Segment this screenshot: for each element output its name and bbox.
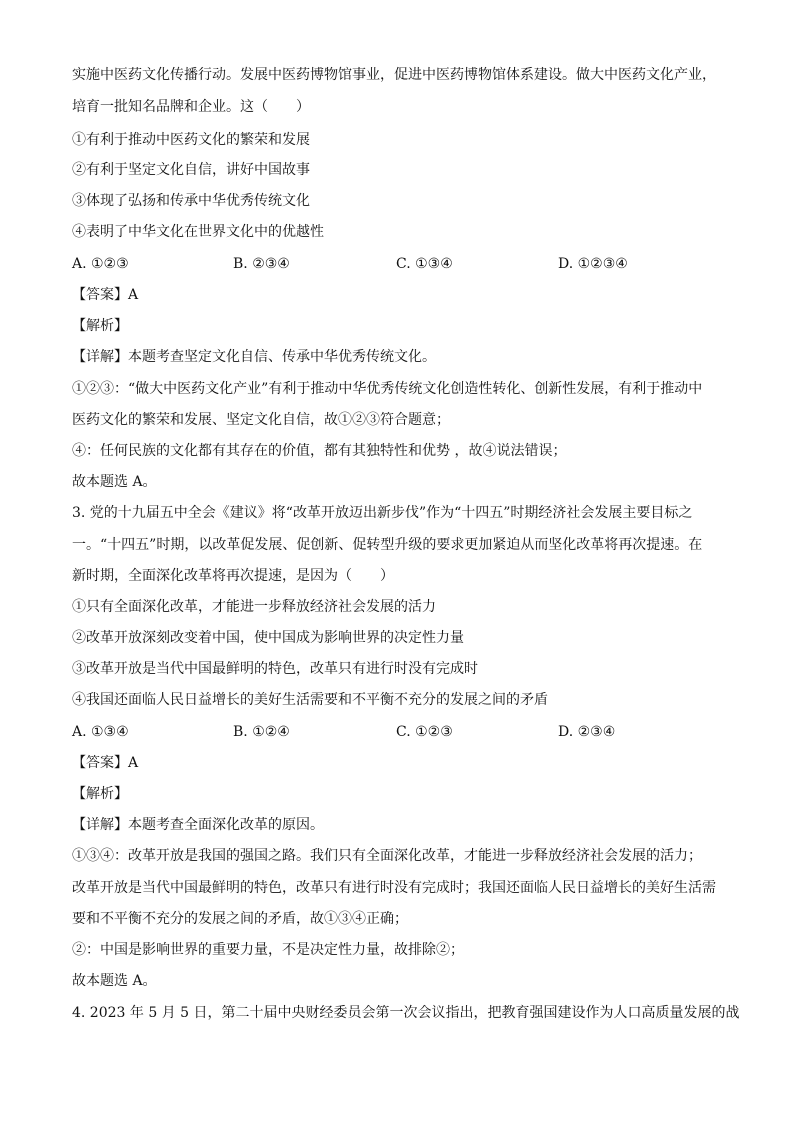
q3-item-2: ②改革开放深刻改变着中国，使中国成为影响世界的决定性力量 (72, 630, 464, 646)
q2-item-2: ②有利于坚定文化自信，讲好中国故事 (72, 162, 310, 178)
q3-stem-line-1: 3. 党的十九届五中全会《建议》将“改革开放迈出新步伐”作为“十四五”时期经济社会发展主要目标之 (72, 505, 693, 521)
q3-analysis-heading: 【解析】 (72, 786, 128, 802)
q3-conclusion: 故本题选 A。 (72, 973, 157, 989)
q3-option-d: D. ②③④ (558, 724, 616, 740)
q2-conclusion: 故本题选 A。 (72, 474, 157, 490)
q3-answer: 【答案】A (72, 755, 139, 771)
q2-detail: 【详解】本题考查坚定文化自信、传承中华优秀传统文化。 (72, 349, 436, 365)
q3-detail: 【详解】本题考查全面深化改革的原因。 (72, 817, 324, 833)
q3-stem-line-2: 一。“十四五”时期，以改革促发展、促创新、促转型升级的要求更加紧迫从而坚化改革将再次提速。在 (72, 537, 703, 553)
q3-item-4: ④我国还面临人民日益增长的美好生活需要和不平衡不充分的发展之间的矛盾 (72, 692, 548, 708)
q2-option-a: A. ①②③ (72, 256, 129, 272)
q2-explanation-2: ④：任何民族的文化都有其存在的价值，都有其独特性和优势 ，故④说法错误； (72, 443, 567, 459)
q2-stem-line-1: 实施中医药文化传播行动。发展中医药博物馆事业，促进中医药博物馆体系建设。做大中医药文化产业， (72, 67, 716, 83)
q2-option-c: C. ①③④ (396, 256, 453, 272)
q3-explanation-1-line-1: ①③④：改革开放是我国的强国之路。我们只有全面深化改革，才能进一步释放经济社会发展的活力； (72, 848, 702, 864)
q2-answer: 【答案】A (72, 287, 139, 303)
q3-item-3: ③改革开放是当代中国最鲜明的特色，改革只有进行时没有完成时 (72, 661, 478, 677)
q2-item-1: ①有利于推动中医药文化的繁荣和发展 (72, 132, 310, 148)
q2-stem-line-2: 培育一批知名品牌和企业。这（ ） (72, 99, 310, 115)
q2-item-4: ④表明了中华文化在世界文化中的优越性 (72, 224, 324, 240)
q2-option-d: D. ①②③④ (558, 256, 628, 272)
q2-analysis-heading: 【解析】 (72, 318, 128, 334)
q2-explanation-1-line-1: ①②③：“做大中医药文化产业”有利于推动中华优秀传统文化创造性转化、创新性发展，有利于推动中 (72, 381, 703, 397)
q4-stem-line-1: 4. 2023 年 5 月 5 日，第二十届中央财经委员会第一次会议指出，把教育强国建设作为人口高质量发展的战 (72, 1005, 740, 1021)
q3-explanation-2: ②：中国是影响世界的重要力量，不是决定性力量，故排除②； (72, 942, 464, 958)
q3-option-c: C. ①②③ (396, 724, 453, 740)
q2-item-3: ③体现了弘扬和传承中华优秀传统文化 (72, 193, 310, 209)
q2-explanation-1-line-2: 医药文化的繁荣和发展、坚定文化自信，故①②③符合题意； (72, 412, 450, 428)
q3-item-1: ①只有全面深化改革，才能进一步释放经济社会发展的活力 (72, 599, 436, 615)
q3-explanation-1-line-3: 要和不平衡不充分的发展之间的矛盾，故①③④正确； (72, 911, 408, 927)
q3-option-b: B. ①②④ (233, 724, 290, 740)
q3-option-a: A. ①③④ (72, 724, 129, 740)
q2-option-b: B. ②③④ (233, 256, 290, 272)
q3-stem-line-3: 新时期，全面深化改革将再次提速，是因为（ ） (72, 568, 394, 584)
q3-explanation-1-line-2: 改革开放是当代中国最鲜明的特色，改革只有进行时没有完成时；我国还面临人民日益增长的美好生活需 (72, 880, 716, 896)
